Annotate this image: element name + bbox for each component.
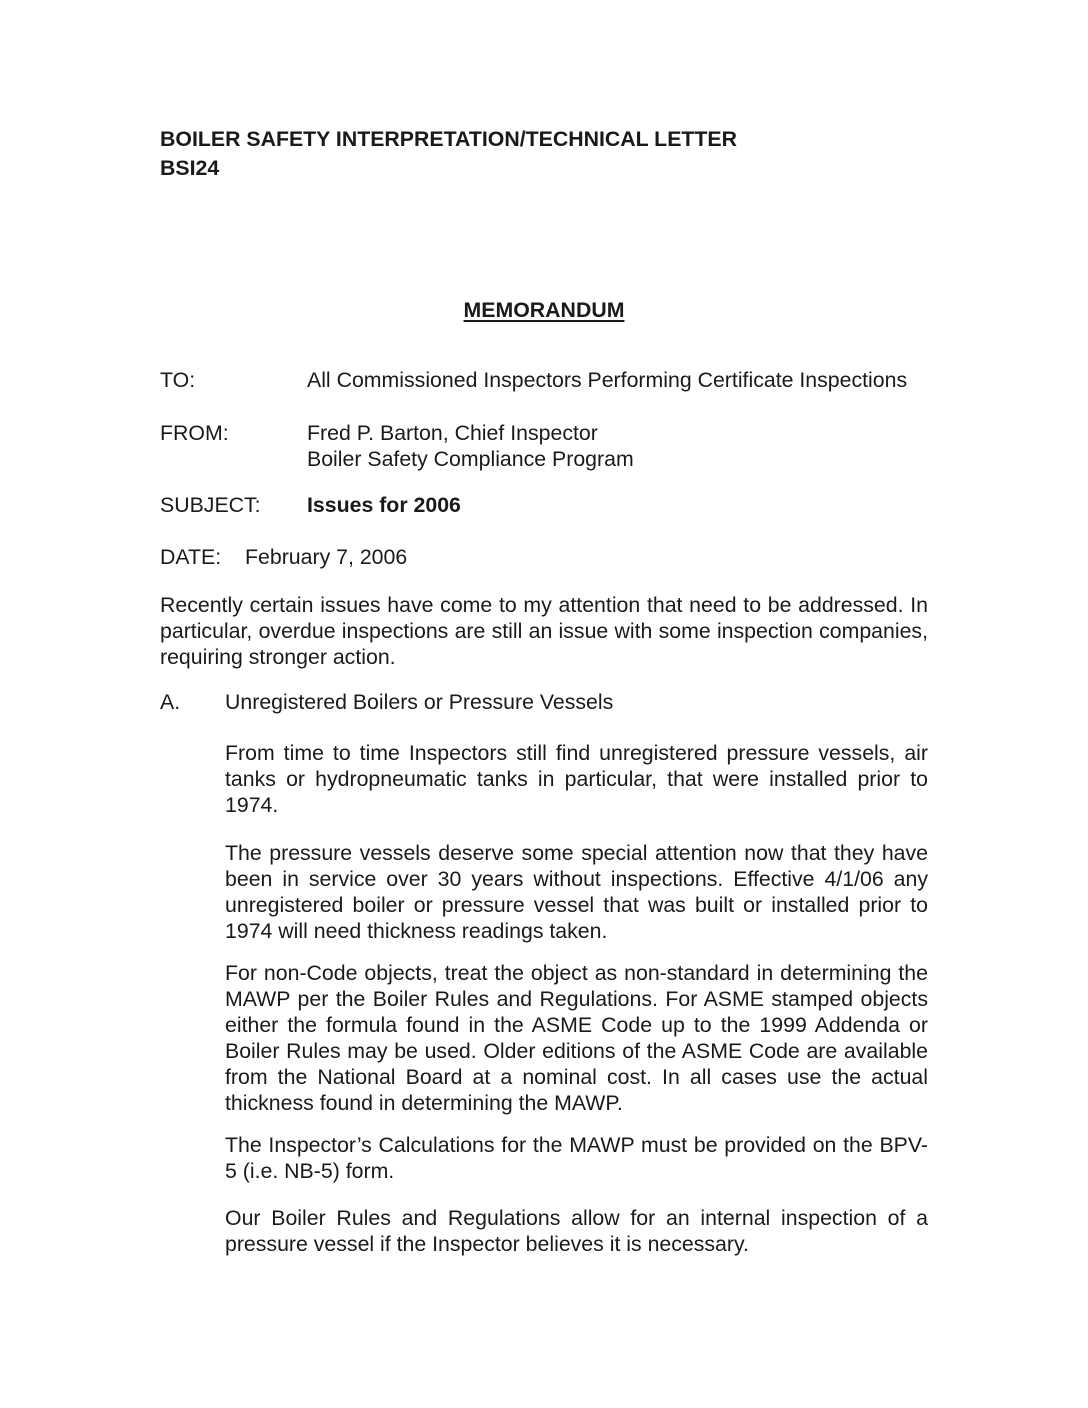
document-header-id: BSI24	[160, 156, 220, 180]
document-header	[160, 125, 928, 183]
date-value: February 7, 2006	[245, 545, 408, 569]
memo-title: MEMORANDUM	[463, 298, 625, 322]
section-a-paragraph-5: Our Boiler Rules and Regulations allow for an internal inspection of a pressure vessel if the Inspector believes it is necessary.	[225, 1206, 928, 1256]
section-a-letter: A.	[160, 690, 181, 714]
from-value-line-2: Boiler Safety Compliance Program	[307, 447, 634, 471]
subject-value: Issues for 2006	[307, 493, 461, 517]
from-value-line-1: Fred P. Barton, Chief Inspector	[307, 421, 598, 445]
meta-row-date	[160, 544, 928, 570]
meta-row-to	[160, 367, 928, 393]
to-label: TO:	[160, 368, 196, 392]
section-a-paragraph-1: From time to time Inspectors still find unregistered pressure vessels, air tanks or hydropneumatic tanks in particular, that were installed prior to 1974.	[225, 741, 928, 817]
section-a-heading	[160, 689, 928, 715]
meta-row-from	[160, 420, 928, 472]
meta-row-subject	[160, 492, 928, 518]
from-label: FROM:	[160, 421, 229, 445]
section-a-heading-text: Unregistered Boilers or Pressure Vessels	[225, 690, 614, 714]
from-value	[307, 420, 928, 472]
subject-label: SUBJECT:	[160, 493, 261, 517]
date-label: DATE:	[160, 545, 222, 569]
document-header-title: BOILER SAFETY INTERPRETATION/TECHNICAL LETTER	[160, 127, 738, 151]
section-a-paragraph-2: The pressure vessels deserve some special attention now that they have been in service over 30 years without inspections. Effective 4/1/06 any unregistered boiler or pressure vessel that was built or installed prior to 1974 will need thickness readings taken.	[225, 841, 928, 943]
to-value: All Commissioned Inspectors Performing Certificate Inspections	[307, 368, 908, 392]
section-a-paragraph-4: The Inspector’s Calculations for the MAWP must be provided on the BPV-5 (i.e. NB-5) form.	[225, 1133, 928, 1183]
section-a-paragraph-3: For non-Code objects, treat the object as non-standard in determining the MAWP per the Boiler Rules and Regulations. For ASME stamped objects either the formula found in the ASME Code up to the 1999 Addenda or Boiler Rules may be used. Older editions of the ASME Code are available from the National Board at a nominal cost. In all cases use the actual thickness found in determining the MAWP.	[225, 961, 928, 1115]
intro-paragraph: Recently certain issues have come to my attention that need to be addressed. In particular, overdue inspections are still an issue with some inspection companies, requiring stronger action.	[160, 593, 928, 669]
